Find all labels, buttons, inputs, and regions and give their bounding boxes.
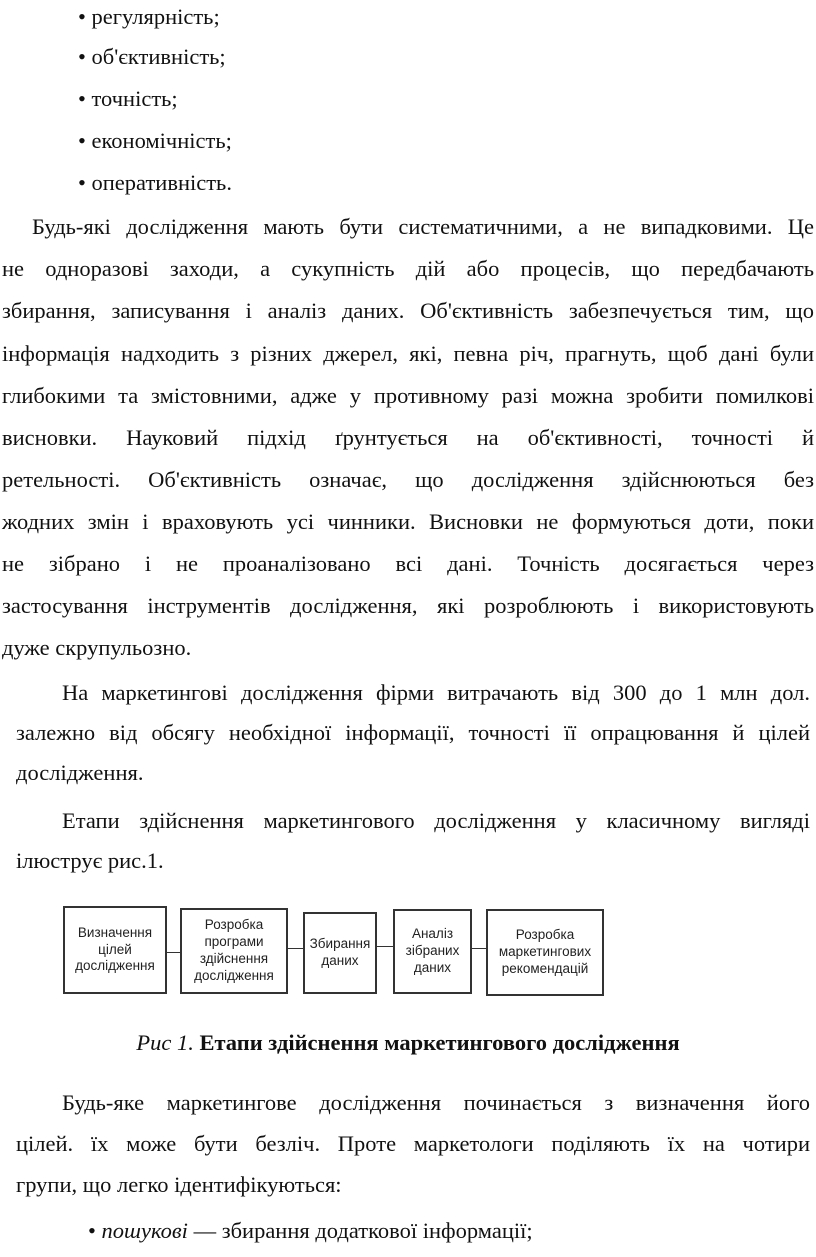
list-item-search: • пошукові — збирання додаткової інформації;: [88, 1218, 533, 1243]
text-line: Етапи здійснення маркетингового дослідження у класичному вигляді: [62, 808, 810, 833]
connector-line: [471, 948, 487, 949]
stage-box-define-goals: Визначення цілей дослідження: [63, 906, 167, 994]
stage-box-collect-data: Збирання даних: [303, 912, 377, 994]
text-line: збирання, записування і аналіз даних. Об'єктивність забезпечується тим, що: [2, 298, 814, 323]
list-item-text: точність;: [91, 86, 178, 111]
list-item: • регулярність;: [78, 4, 220, 29]
text-line: групи, що легко ідентифікуються:: [16, 1172, 342, 1197]
text-line: дуже скрупульозно.: [2, 635, 192, 660]
list-item-text: об'єктивність;: [91, 44, 226, 69]
text-line: залежно від обсягу необхідної інформації, точності її опрацювання й цілей: [16, 720, 810, 745]
text-line: Будь-яке маркетингове дослідження починається з визначення його: [62, 1090, 810, 1115]
text-line: Будь-які дослідження мають бути систематичними, а не випадковими. Це: [32, 214, 814, 239]
connector-line: [376, 946, 394, 947]
text-line: не одноразові заходи, а сукупність дій або процесів, що передбачають: [2, 256, 814, 281]
text-line: не зібрано і не проаналізовано всі дані. Точність досягається через: [2, 551, 814, 576]
figure-title: Етапи здійснення маркетингового дослідження: [199, 1030, 680, 1055]
connector-line: [287, 948, 304, 949]
list-item: • точність;: [78, 86, 178, 111]
list-item: • об'єктивність;: [78, 44, 226, 69]
text-line: цілей. їх може бути безліч. Проте маркетологи поділяють їх на чотири: [16, 1131, 810, 1156]
text-line: ретельності. Об'єктивність означає, що дослідження здійснюються без: [2, 467, 814, 492]
text-line: застосування інструментів дослідження, які розроблюють і використовують: [2, 593, 814, 618]
stage-box-recommendations: Розробка маркетингових рекомендацій: [486, 909, 604, 996]
text-line: висновки. Науковий підхід ґрунтується на об'єктивності, точності й: [2, 425, 814, 450]
list-item-term: пошукові: [101, 1218, 188, 1243]
text-line: інформація надходить з різних джерел, які, певна річ, прагнуть, щоб дані були: [2, 341, 814, 366]
list-item-text: регулярність;: [91, 4, 220, 29]
list-item-text: економічність;: [91, 128, 232, 153]
list-item: • економічність;: [78, 128, 232, 153]
list-item-text: оперативність.: [91, 170, 232, 195]
text-line: жодних змін і враховують усі чинники. Висновки не формуються доти, поки: [2, 509, 814, 534]
list-item: • оперативність.: [78, 170, 232, 195]
figure-caption: [0, 1030, 816, 1056]
stage-box-develop-program: Розробка програми здійснення дослідження: [180, 908, 288, 994]
connector-line: [166, 952, 181, 953]
text-line: ілюструє рис.1.: [16, 848, 164, 873]
text-line: глибокими та змістовними, адже у противному разі можна зробити помилкові: [2, 383, 814, 408]
list-item-text: — збирання додаткової інформації;: [187, 1218, 533, 1243]
stage-box-analyze-data: Аналіз зібраних даних: [393, 909, 472, 994]
figure-label: Рис 1.: [136, 1030, 194, 1055]
text-line: дослідження.: [16, 760, 144, 785]
text-line: На маркетингові дослідження фірми витрачають від 300 до 1 млн дол.: [62, 680, 810, 705]
